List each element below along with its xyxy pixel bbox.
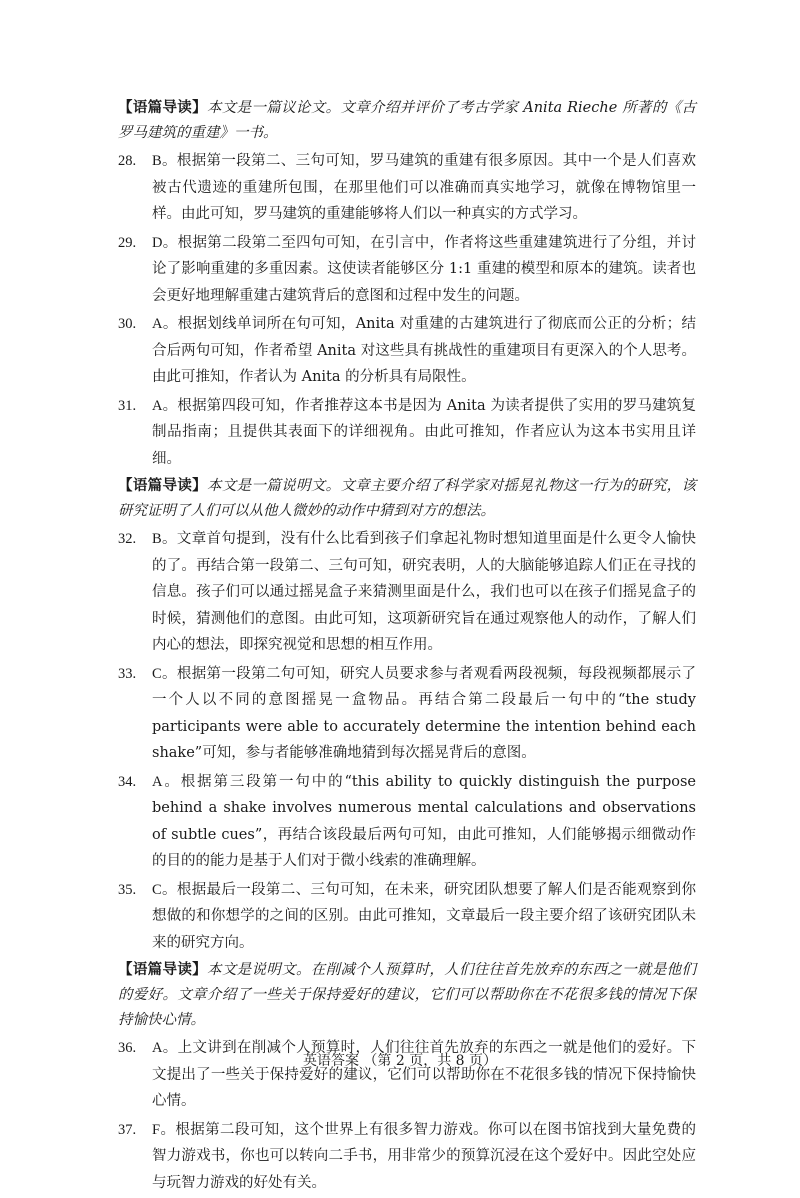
reading-guide — [118, 96, 696, 146]
answer-letter: B — [152, 531, 162, 547]
question-number: 28. — [118, 153, 137, 169]
question-number: 32. — [118, 531, 137, 547]
guide-text: 本文是一篇说明文。文章主要介绍了科学家对摇晃礼物这一行为的研究，该研究证明了人们可以从他人微妙的动作中猜到对方的想法。 — [118, 478, 697, 519]
guide-tag: 【语篇导读】 — [118, 478, 207, 494]
answer-explanation: 。根据最后一段第二、三句可知，在未来，研究团队想要了解人们是否能观察到你想做的和你想学的之间的区别。由此可推知，文章最后一段主要介绍了该研究团队未来的研究方向。 — [152, 881, 696, 951]
answer-item — [118, 769, 696, 875]
answer-explanation: 。根据第一段第二、三句可知，罗马建筑的重建有很多原因。其中一个是人们喜欢被古代遗迹的重建所包围，在那里他们可以准确而真实地学习，就像在博物馆里一样。由此可知，罗马建筑的重建能够将人们以一种真实的方式学习。 — [152, 153, 696, 222]
reading-guide — [118, 474, 696, 524]
answer-explanation: 。根据划线单词所在句可知，Anita 对重建的古建筑进行了彻底而公正的分析；结合后两句可知，作者希望 Anita 对这些具有挑战性的重建项目有更深入的个人思考。由此可推知，作者认为 Anita 的分析具有局限性。 — [152, 316, 696, 385]
answer-explanation: 。根据第二段第二至四句可知，在引言中，作者将这些重建建筑进行了分组，并讨论了影响重建的多重因素。这使读者能够区分 1:1 重建的模型和原本的建筑。读者也会更好地理解重建古建筑背后的意图和过程中发生的问题。 — [152, 234, 696, 304]
answer-item — [118, 526, 696, 659]
answer-item — [118, 1035, 696, 1115]
answer-content — [118, 96, 696, 1198]
answer-letter: B — [152, 153, 162, 169]
answer-letter: C — [152, 881, 162, 898]
answer-item — [118, 311, 696, 391]
answer-letter: A — [152, 397, 163, 414]
question-number: 33. — [118, 665, 137, 682]
answer-letter: A — [152, 316, 163, 332]
answer-item — [118, 661, 696, 767]
answer-letter: F — [152, 1121, 161, 1138]
answer-letter: A — [152, 773, 163, 790]
question-number: 36. — [118, 1040, 137, 1056]
answer-explanation: 。文章首句提到，没有什么比看到孩子们拿起礼物时想知道里面是什么更令人愉快的了。再结合第一段第二、三句可知，研究表明，人的大脑能够追踪人们正在寻找的信息。孩子们可以通过摇晃盒子来猜测里面是什么，我们也可以在孩子们摇晃盒子的时候，猜测他们的意图。由此可知，这项新研究旨在通过观察他人的动作，了解人们内心的想法，即探究视觉和思想的相互作用。 — [152, 531, 696, 653]
answer-explanation: 。根据第一段第二句可知，研究人员要求参与者观看两段视频，每段视频都展示了一个人以不同的意图摇晃一盒物品。再结合第二段最后一句中的“the study participants were able to accurately determine the intention behind each shake”可知，参与者能够准确地猜到每次摇晃背后的意图。 — [152, 665, 696, 761]
answer-explanation: 。根据第二段可知，这个世界上有很多智力游戏。你可以在图书馆找到大量免费的智力游戏书，你也可以转向二手书，用非常少的预算沉浸在这个爱好中。因此空处应与玩智力游戏的好处有关。 — [152, 1121, 696, 1191]
answer-explanation: 。根据第四段可知，作者推荐这本书是因为 Anita 为读者提供了实用的罗马建筑复制品指南；且提供其表面下的详细视角。由此可推知，作者应认为这本书实用且详细。 — [152, 397, 696, 467]
guide-text: 本文是一篇议论文。文章介绍并评价了考古学家 Anita Rieche 所著的《古罗马建筑的重建》一书。 — [118, 100, 697, 141]
answer-item — [118, 1117, 696, 1197]
answer-explanation: 。根据第三段第一句中的“this ability to quickly distinguish the purpose behind a shake involves numerous mental calculations and observations of subtle cues”，再结合该段最后两句可知，由此可推知，人们能够揭示细微动作的目的的能力是基于人们对于微小线索的准确理解。 — [152, 773, 696, 869]
answer-letter: A — [152, 1040, 163, 1056]
answer-item — [118, 877, 696, 957]
answer-item — [118, 230, 696, 310]
question-number: 29. — [118, 234, 137, 251]
reading-guide — [118, 958, 696, 1033]
guide-tag: 【语篇导读】 — [118, 100, 207, 116]
answer-letter: D — [152, 234, 163, 251]
answer-letter: C — [152, 665, 162, 682]
question-number: 31. — [118, 397, 137, 414]
question-number: 30. — [118, 316, 137, 332]
answer-explanation: 。上文讲到在削减个人预算时，人们往往首先放弃的东西之一就是他们的爱好。下文提出了一些关于保持爱好的建议，它们可以帮助你在不花很多钱的情况下保持愉快心情。 — [152, 1040, 696, 1109]
page-footer: 英语答案 （第 2 页，共 8 页） — [302, 1053, 498, 1069]
guide-text: 本文是说明文。在削减个人预算时，人们往往首先放弃的东西之一就是他们的爱好。文章介绍了一些关于保持爱好的建议，它们可以帮助你在不花很多钱的情况下保持愉快心情。 — [118, 962, 697, 1028]
answer-item — [118, 393, 696, 473]
guide-tag: 【语篇导读】 — [118, 962, 207, 978]
question-number: 34. — [118, 773, 137, 790]
answer-item — [118, 148, 696, 228]
question-number: 37. — [118, 1121, 137, 1138]
question-number: 35. — [118, 881, 137, 898]
